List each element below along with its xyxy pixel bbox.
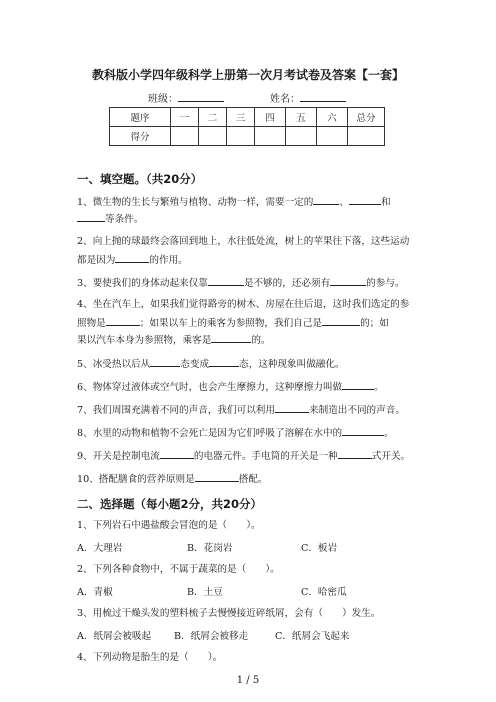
score-cell: 二 xyxy=(199,108,227,127)
option-a: A．青椒 xyxy=(77,587,113,598)
answer-blank xyxy=(208,276,244,286)
class-blank xyxy=(178,91,224,102)
question-6 xyxy=(77,380,384,394)
choice-question-3: 3、用梳过干燥头发的塑料梳子去慢慢接近碎纸屑，会有（ ）发生。 xyxy=(77,608,381,619)
choice-question-2: 2、下列各种食物中，不属于蔬菜的是（ ）。 xyxy=(77,564,280,575)
score-cell: 题序 xyxy=(110,108,171,127)
answer-blank xyxy=(150,357,180,367)
answer-blank xyxy=(342,380,374,390)
question-text: ；如果以车上的乘客为参照物，我们自己是 xyxy=(139,318,323,329)
score-table xyxy=(109,107,385,146)
section-heading-fill: 一、填空题。（共20分） xyxy=(77,172,203,186)
answer-blank xyxy=(338,449,372,459)
question-text: 1、微生物的生长与繁殖与植物、动物一样，需要一定的 xyxy=(77,197,314,208)
question-text: 态，这种现象叫做融化。 xyxy=(239,359,345,370)
question-text: 的参与。 xyxy=(366,278,405,289)
document-title: 教科版小学四年级科学上册第一次月考试卷及答案【一套】 xyxy=(91,68,404,82)
question-text: 搭配。 xyxy=(238,474,268,485)
option-a: A．大理岩 xyxy=(77,543,123,554)
question-2-cont xyxy=(77,253,188,267)
score-empty-cell xyxy=(199,127,227,146)
score-value-row xyxy=(110,127,385,146)
score-empty-cell xyxy=(171,127,199,146)
score-empty-cell xyxy=(255,127,286,146)
question-text: 式开关。 xyxy=(371,451,411,462)
option-a: A．纸屑会被吸起 xyxy=(77,631,152,642)
question-text: 6、物体穿过液体或空气时，也会产生摩擦力，这种摩擦力叫做 xyxy=(77,382,343,393)
question-text: 是不够的，还必须有 xyxy=(243,278,331,289)
answer-blank xyxy=(209,357,239,367)
question-text: 等条件。 xyxy=(105,214,144,225)
answer-blank xyxy=(275,403,309,413)
option-b: B．纸屑会被移走 xyxy=(174,631,249,642)
score-empty-cell xyxy=(227,127,255,146)
question-text: 来制造出不同的声音。 xyxy=(308,405,405,416)
question-text: 照物是 xyxy=(77,318,106,329)
option-c: C．纸屑会飞起来 xyxy=(275,631,350,642)
answer-blank xyxy=(160,449,194,459)
option-c: C．板岩 xyxy=(301,543,338,554)
score-cell: 一 xyxy=(171,108,199,127)
question-4-cont xyxy=(77,316,389,330)
question-text: 5、冰受热以后从 xyxy=(77,359,151,370)
answer-blank xyxy=(313,195,339,205)
section-heading-choice: 二、选择题（每小题2分，共20分） xyxy=(77,497,263,511)
score-empty-cell xyxy=(317,127,348,146)
question-text: 的。 xyxy=(251,335,271,346)
question-text: 、 xyxy=(339,197,349,208)
name-blank xyxy=(300,91,346,102)
answer-blank xyxy=(77,212,105,222)
question-1 xyxy=(77,195,391,209)
score-cell: 五 xyxy=(286,108,317,127)
option-c: C．哈密瓜 xyxy=(301,587,347,598)
question-text: 都是因为 xyxy=(77,255,116,266)
score-cell: 四 xyxy=(255,108,286,127)
question-text: 态变成 xyxy=(180,359,210,370)
name-field xyxy=(270,90,346,105)
question-10 xyxy=(77,472,268,486)
answer-blank xyxy=(322,316,360,326)
question-4: 4、坐在汽车上，如果我们觉得路旁的树木、房屋在往后退，这时我们选定的参 xyxy=(77,299,410,310)
answer-blank xyxy=(342,426,384,436)
question-text: 的电器元件。手电筒的开关是一种 xyxy=(193,451,338,462)
choice-question-1: 1、下列岩石中遇盐酸会冒泡的是（ ）。 xyxy=(77,520,261,531)
question-text: 8、水里的动物和植物不会死亡是因为它们呼吸了溶解在水中的 xyxy=(77,428,343,439)
name-label: 姓名： xyxy=(270,94,300,105)
question-7 xyxy=(77,403,405,417)
option-b: B．土豆 xyxy=(187,587,223,598)
answer-blank xyxy=(349,195,381,205)
option-b: B．花岗岩 xyxy=(187,543,233,554)
class-field xyxy=(148,90,224,105)
score-cell: 六 xyxy=(317,108,348,127)
answer-blank xyxy=(195,472,239,482)
choice-question-4: 4、下列动物是胎生的是（ ）。 xyxy=(77,652,223,663)
question-3 xyxy=(77,276,405,290)
score-header-row xyxy=(110,108,385,127)
answer-blank xyxy=(211,333,251,343)
score-empty-cell xyxy=(286,127,317,146)
answer-blank xyxy=(115,253,149,263)
question-9 xyxy=(77,449,410,463)
answer-blank xyxy=(330,276,366,286)
question-text: 3、要使我们的身体动起来仅靠 xyxy=(77,278,208,289)
score-cell: 三 xyxy=(227,108,255,127)
score-empty-cell xyxy=(348,127,385,146)
question-text: 10、搭配膳食的营养原则是 xyxy=(77,474,195,485)
question-1-cont xyxy=(77,212,143,226)
question-text: 的；如 xyxy=(360,318,389,329)
class-label: 班级： xyxy=(148,94,178,105)
question-text: 9、开关是控制电流 xyxy=(77,451,160,462)
question-8 xyxy=(77,426,394,440)
question-text: 。 xyxy=(384,428,394,439)
question-text: 的作用。 xyxy=(149,255,188,266)
question-text: 和 xyxy=(380,197,391,208)
question-2: 2、向上抛的球最终会落回到地上，水往低处流，树上的苹果往下落，这些运动 xyxy=(77,236,410,247)
score-cell: 总分 xyxy=(348,108,385,127)
score-cell: 得分 xyxy=(110,127,171,146)
question-text: 7、我们周围充满着不同的声音，我们可以利用 xyxy=(77,405,275,416)
question-text: 。 xyxy=(374,382,384,393)
answer-blank xyxy=(106,316,140,326)
question-4-cont2 xyxy=(77,333,271,347)
question-5 xyxy=(77,357,345,371)
page-number: 1 / 5 xyxy=(236,675,260,686)
question-text: 果以汽车本身为参照物，乘客是 xyxy=(77,335,212,346)
